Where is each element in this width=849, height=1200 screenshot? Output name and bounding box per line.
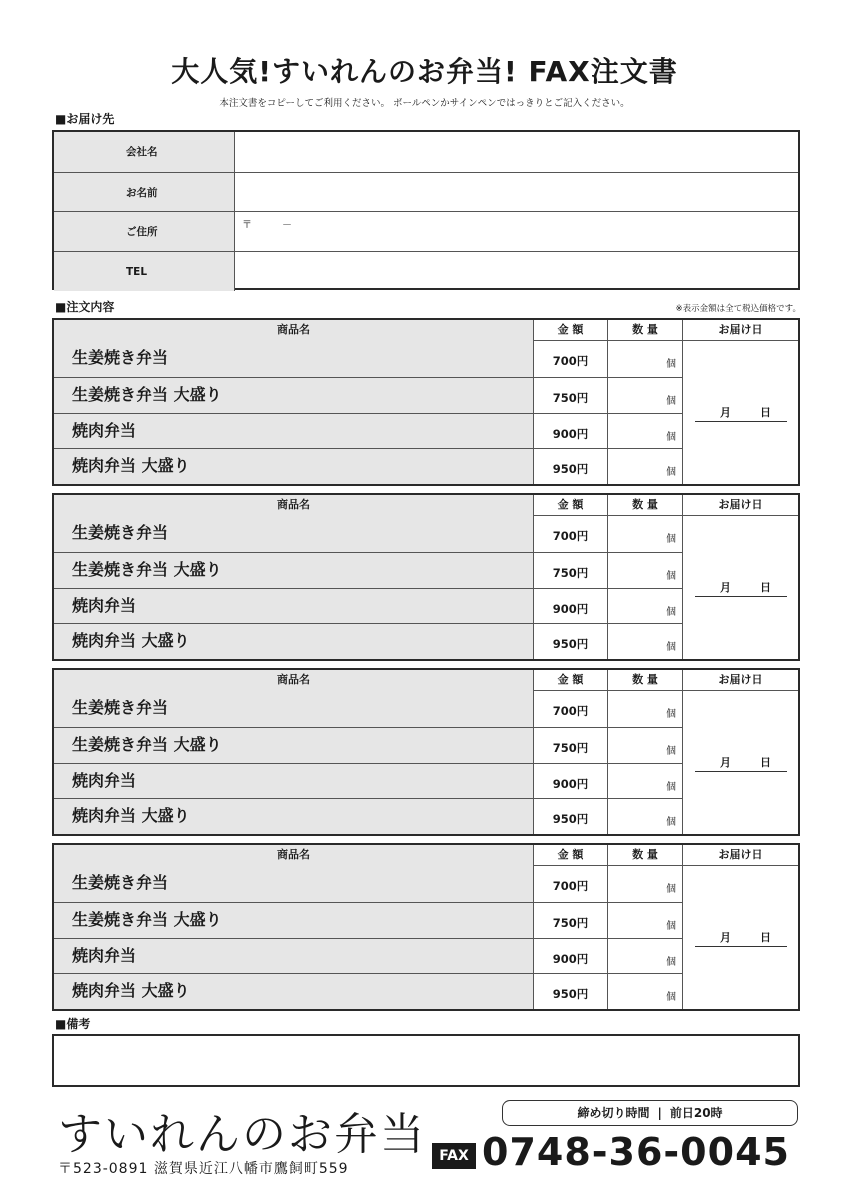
day-label: 日 <box>760 931 771 944</box>
item-name: 焼肉弁当 大盛り <box>54 799 534 834</box>
order-item-row <box>54 763 683 799</box>
fax-badge: FAX <box>432 1143 476 1169</box>
order-header-row <box>54 670 798 691</box>
item-price: 700円 <box>534 341 608 377</box>
order-block <box>52 318 800 486</box>
month-label: 月 <box>720 406 731 419</box>
header-delivery-date: お届け日 <box>718 848 763 861</box>
item-price: 750円 <box>534 553 608 588</box>
item-price: 950円 <box>534 974 608 1009</box>
order-header-row <box>54 845 798 866</box>
item-name: 生姜焼き弁当 大盛り <box>54 553 534 588</box>
item-name: 焼肉弁当 大盛り <box>54 974 534 1009</box>
item-price: 950円 <box>534 799 608 834</box>
delivery-row <box>54 211 798 251</box>
item-name: 生姜焼き弁当 大盛り <box>54 903 534 938</box>
item-quantity-field[interactable]: 個 <box>608 866 683 902</box>
order-item-row <box>54 413 683 449</box>
item-quantity-field[interactable]: 個 <box>608 553 683 588</box>
item-name: 焼肉弁当 <box>54 414 534 449</box>
order-item-row <box>54 588 683 624</box>
month-label: 月 <box>720 756 731 769</box>
header-product-name: 商品名 <box>54 320 534 341</box>
order-block <box>52 843 800 1011</box>
item-quantity-field[interactable]: 個 <box>608 691 683 727</box>
item-price: 900円 <box>534 939 608 974</box>
item-quantity-field[interactable]: 個 <box>608 624 683 659</box>
order-item-row <box>54 516 683 552</box>
order-block <box>52 493 800 661</box>
month-label: 月 <box>720 931 731 944</box>
item-quantity-field[interactable]: 個 <box>608 341 683 377</box>
deadline-separator: | <box>657 1106 662 1120</box>
item-quantity-field[interactable]: 個 <box>608 449 683 484</box>
header-price: 金 額 <box>534 670 608 691</box>
instructions-text: 本注文書をコピーしてご利用ください。 ボールペンかサインペンではっきりとご記入ください。 <box>219 98 630 109</box>
item-name: 焼肉弁当 <box>54 764 534 799</box>
order-block <box>52 668 800 836</box>
header-product-name: 商品名 <box>54 495 534 516</box>
day-label: 日 <box>760 406 771 419</box>
delivery-field-input[interactable]: 〒 － <box>242 220 292 231</box>
item-name: 焼肉弁当 大盛り <box>54 624 534 659</box>
header-price: 金 額 <box>534 845 608 866</box>
day-label: 日 <box>760 756 771 769</box>
delivery-section-label: ■お届け先 <box>55 112 115 126</box>
delivery-row <box>54 132 798 172</box>
item-price: 700円 <box>534 866 608 902</box>
item-quantity-field[interactable]: 個 <box>608 378 683 413</box>
order-item-row <box>54 341 683 377</box>
delivery-date-field[interactable] <box>683 691 798 834</box>
order-item-row <box>54 973 683 1009</box>
month-label: 月 <box>720 581 731 594</box>
header-delivery-date: お届け日 <box>718 498 763 511</box>
tax-note: ※表示金額は全て税込価格です。 <box>675 304 801 314</box>
delivery-date-field[interactable] <box>683 866 798 1009</box>
order-item-row <box>54 448 683 484</box>
order-header-row <box>54 495 798 516</box>
header-price: 金 額 <box>534 495 608 516</box>
item-quantity-field[interactable]: 個 <box>608 939 683 974</box>
item-name: 生姜焼き弁当 <box>54 691 534 727</box>
delivery-row <box>54 172 798 212</box>
item-price: 950円 <box>534 449 608 484</box>
order-item-row <box>54 377 683 413</box>
item-quantity-field[interactable]: 個 <box>608 764 683 799</box>
order-header-row <box>54 320 798 341</box>
delivery-field-label: TEL <box>54 252 235 291</box>
header-quantity: 数 量 <box>608 495 683 516</box>
header-product-name: 商品名 <box>54 845 534 866</box>
order-item-row <box>54 902 683 938</box>
order-item-row <box>54 866 683 902</box>
item-quantity-field[interactable]: 個 <box>608 414 683 449</box>
page-title: 大人気!すいれんのお弁当! FAX注文書 <box>171 55 678 88</box>
delivery-table <box>52 130 800 290</box>
deadline-label: 締め切り時間 <box>577 1106 650 1120</box>
header-quantity: 数 量 <box>608 320 683 341</box>
delivery-row <box>54 251 798 291</box>
remarks-section-label: ■備考 <box>55 1017 91 1031</box>
item-name: 焼肉弁当 大盛り <box>54 449 534 484</box>
date-underline <box>695 946 787 947</box>
day-label: 日 <box>760 581 771 594</box>
item-quantity-field[interactable]: 個 <box>608 516 683 552</box>
header-price: 金 額 <box>534 320 608 341</box>
item-quantity-field[interactable]: 個 <box>608 799 683 834</box>
header-quantity: 数 量 <box>608 670 683 691</box>
item-price: 900円 <box>534 414 608 449</box>
item-name: 生姜焼き弁当 大盛り <box>54 728 534 763</box>
item-name: 生姜焼き弁当 <box>54 866 534 902</box>
item-price: 750円 <box>534 378 608 413</box>
order-section-label: ■注文内容 <box>55 300 115 314</box>
remarks-field[interactable] <box>52 1034 800 1087</box>
shop-address: 〒523-0891 滋賀県近江八幡市鷹飼町559 <box>58 1161 349 1177</box>
delivery-date-field[interactable] <box>683 341 798 484</box>
deadline-box <box>502 1100 798 1126</box>
delivery-field-label: ご住所 <box>54 212 235 251</box>
item-quantity-field[interactable]: 個 <box>608 974 683 1009</box>
order-item-row <box>54 623 683 659</box>
item-name: 焼肉弁当 <box>54 939 534 974</box>
date-underline <box>695 596 787 597</box>
item-quantity-field[interactable]: 個 <box>608 728 683 763</box>
item-price: 700円 <box>534 691 608 727</box>
item-price: 750円 <box>534 903 608 938</box>
header-delivery-date: お届け日 <box>718 673 763 686</box>
item-price: 900円 <box>534 764 608 799</box>
header-quantity: 数 量 <box>608 845 683 866</box>
order-item-row <box>54 691 683 727</box>
date-underline <box>695 771 787 772</box>
order-item-row <box>54 798 683 834</box>
header-product-name: 商品名 <box>54 670 534 691</box>
item-name: 生姜焼き弁当 <box>54 516 534 552</box>
item-name: 生姜焼き弁当 大盛り <box>54 378 534 413</box>
item-name: 焼肉弁当 <box>54 589 534 624</box>
item-price: 900円 <box>534 589 608 624</box>
shop-name: すいれんのお弁当 <box>58 1109 426 1160</box>
delivery-field-label: お名前 <box>54 173 235 212</box>
item-quantity-field[interactable]: 個 <box>608 903 683 938</box>
date-underline <box>695 421 787 422</box>
order-item-row <box>54 938 683 974</box>
order-item-row <box>54 552 683 588</box>
item-price: 750円 <box>534 728 608 763</box>
delivery-date-field[interactable] <box>683 516 798 659</box>
item-price: 950円 <box>534 624 608 659</box>
deadline-value: 前日20時 <box>669 1106 723 1120</box>
item-price: 700円 <box>534 516 608 552</box>
delivery-field-label: 会社名 <box>54 132 235 172</box>
header-delivery-date: お届け日 <box>718 323 763 336</box>
order-item-row <box>54 727 683 763</box>
fax-number: 0748-36-0045 <box>482 1130 790 1174</box>
item-quantity-field[interactable]: 個 <box>608 589 683 624</box>
item-name: 生姜焼き弁当 <box>54 341 534 377</box>
